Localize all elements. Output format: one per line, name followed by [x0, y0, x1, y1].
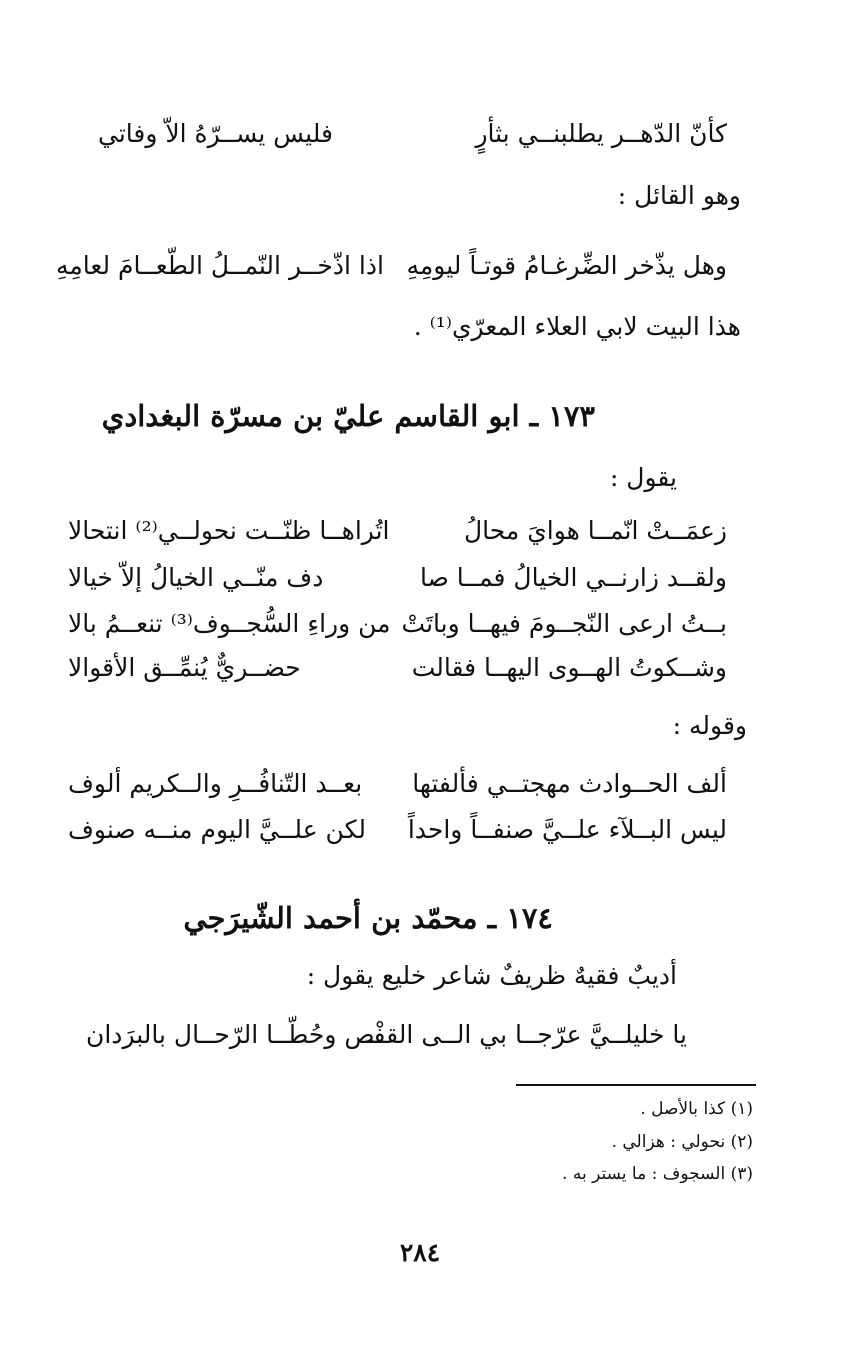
verse-second-half: بعــد التّنافُــرِ والــكريم ألوف: [68, 769, 363, 798]
footnote-2: (٢) نحولي : هزالي .: [611, 1132, 753, 1152]
verse-first-half: ليس البــلآء علــيَّ صنفــاً واحداً: [407, 815, 727, 844]
verse-second-half: اتُراهــا ظنّــت نحولــي⁽²⁾ انتحالا: [68, 516, 390, 545]
verse-second-half: حضــريٌّ يُنمِّــق الأقوالا: [68, 653, 301, 682]
verse-2-second-half: اذا اذّخــر النّمــلُ الطّعــامَ لعامِهِ: [56, 251, 384, 280]
section-174-title: ١٧٤ ـ محمّد بن أحمد الشّيرَجي: [183, 901, 553, 935]
verse-first-half: وشــكوتُ الهــوى اليهــا فقالت: [411, 653, 727, 682]
section-173-intro-2: وقوله :: [672, 711, 747, 740]
attribution-note: هذا البيت لابي العلاء المعرّي⁽¹⁾ .: [413, 312, 741, 341]
verse-1-first-half: كأنّ الدّهــر يطلبنــي بثأرٍ: [475, 119, 727, 148]
verse-first-half: بــتُ ارعى النّجــومَ فيهــا وباتَتْ: [401, 609, 727, 638]
page-number: ٢٨٤: [399, 1238, 441, 1267]
verse-second-half: ـص وحُطّــا الرّحــال بالبرَدان: [86, 1020, 383, 1049]
verse-2-first-half: وهل يذّخر الضِّرغـامُ قوتـاً ليومِهِ: [406, 251, 727, 280]
verse-first-half: ألف الحــوادث مهجتــي فألفتها: [412, 769, 727, 798]
footnote-divider: [516, 1084, 756, 1086]
verse-second-half: لكن علــيَّ اليوم منــه صنوف: [68, 815, 367, 844]
section-173-intro: يقول :: [609, 463, 677, 492]
footnote-1: (١) كذا بالأصل .: [640, 1099, 753, 1119]
verse-first-half: يا خليلــيَّ عرّجــا بي الــى القفْـ: [366, 1020, 687, 1049]
verse-second-half: من وراءِ السُّجــوف⁽³⁾ تنعــمُ بالا: [68, 609, 391, 638]
verse-1-second-half: فليس يســرّهُ الاّ وفاتي: [98, 119, 333, 148]
verse-first-half: ولقــد زارنــي الخيالُ فمــا صا: [420, 563, 727, 592]
verse-first-half: زعمَــتْ انّمــا هوايَ محالُ: [463, 516, 727, 545]
verse-second-half: دف منّــي الخيالُ إلاّ خيالا: [68, 563, 324, 592]
intro-text-1: وهو القائل :: [617, 181, 741, 210]
section-173-title: ١٧٣ ـ ابو القاسم عليّ بن مسرّة البغدادي: [101, 399, 595, 433]
section-174-intro: أديبٌ فقيهٌ ظريفٌ شاعر خليع يقول :: [306, 961, 677, 990]
footnote-3: (٣) السجوف : ما يستر به .: [562, 1164, 753, 1184]
